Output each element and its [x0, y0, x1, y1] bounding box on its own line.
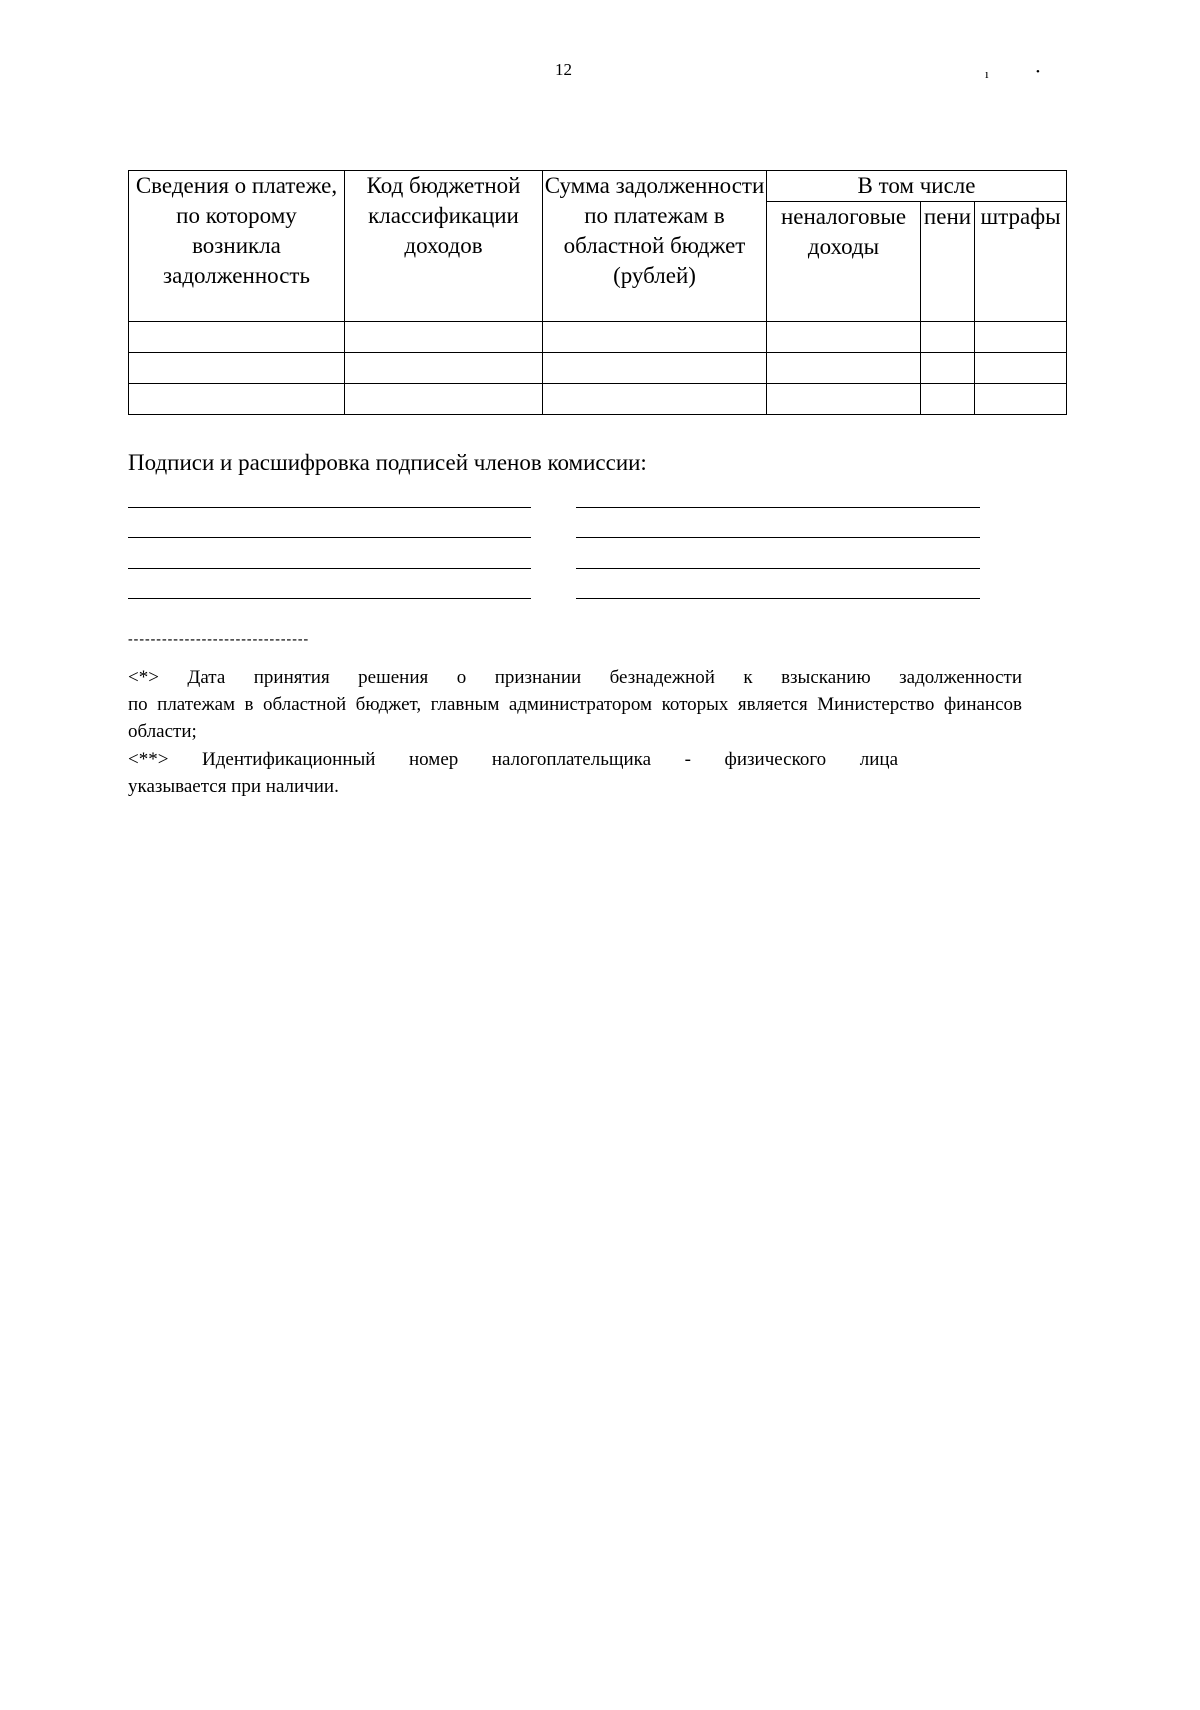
table-cell[interactable]	[345, 322, 543, 353]
table-cell[interactable]	[543, 384, 767, 415]
header-fines: штрафы	[975, 202, 1067, 322]
table-cell[interactable]	[345, 353, 543, 384]
table-cell[interactable]	[975, 384, 1067, 415]
table-cell[interactable]	[921, 384, 975, 415]
debt-table	[128, 170, 1067, 415]
signature-line[interactable]	[576, 537, 980, 538]
table-row	[129, 353, 1067, 384]
signature-line[interactable]	[576, 507, 980, 508]
table-cell[interactable]	[129, 353, 345, 384]
table-cell[interactable]	[129, 384, 345, 415]
table-cell[interactable]	[543, 322, 767, 353]
footnote-separator: --------------------------------	[128, 632, 310, 647]
table-cell[interactable]	[921, 353, 975, 384]
header-payment-info: Сведения о платеже, по которому возникла задолженность	[129, 171, 345, 322]
signature-line[interactable]	[128, 507, 531, 508]
table-cell[interactable]	[767, 322, 921, 353]
footnote-2-first-line: <**> Идентификационный номер налогоплательщика - физического лица	[128, 749, 898, 770]
header-non-tax-income: неналоговые доходы	[767, 202, 921, 322]
header-debt-amount: Сумма задолженности по платежам в областной бюджет (рублей)	[543, 171, 767, 322]
table-row	[129, 384, 1067, 415]
footnote-2	[128, 746, 1022, 800]
signature-line[interactable]	[128, 598, 531, 599]
signature-line[interactable]	[576, 568, 980, 569]
table-cell[interactable]	[767, 353, 921, 384]
signature-line[interactable]	[576, 598, 980, 599]
table-row	[129, 322, 1067, 353]
signatures-title: Подписи и расшифровка подписей членов комиссии:	[128, 450, 647, 475]
signature-line[interactable]	[128, 568, 531, 569]
table-cell[interactable]	[767, 384, 921, 415]
header-including: В том числе	[767, 171, 1067, 202]
table-cell[interactable]	[129, 322, 345, 353]
table-cell[interactable]	[975, 322, 1067, 353]
table-cell[interactable]	[921, 322, 975, 353]
scan-mark: •	[1036, 66, 1040, 78]
table-cell[interactable]	[345, 384, 543, 415]
signature-line[interactable]	[128, 537, 531, 538]
table-cell[interactable]	[543, 353, 767, 384]
page-number: 12	[555, 60, 572, 79]
footnote-1-text: по платежам в областной бюджет, главным администратором которых является Министерство финансов области;	[128, 694, 1022, 742]
header-penalties: пени	[921, 202, 975, 322]
footnote-1-first-line: <*> Дата принятия решения о признании безнадежной к взысканию задолженности	[128, 667, 1022, 688]
footnote-2-text: указывается при наличии.	[128, 776, 339, 797]
table-cell[interactable]	[975, 353, 1067, 384]
header-budget-code: Код бюджетной классификации доходов	[345, 171, 543, 322]
scan-mark: ı	[985, 66, 989, 81]
footnote-1	[128, 664, 1022, 745]
